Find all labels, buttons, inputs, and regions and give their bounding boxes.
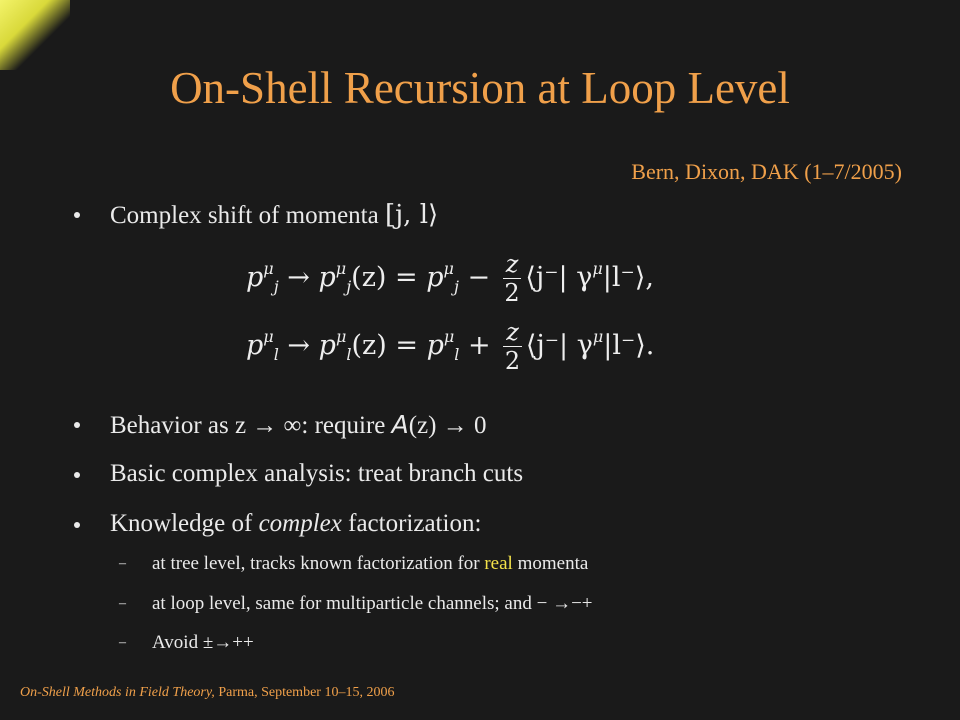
- citation: Bern, Dixon, DAK (1–7/2005): [631, 159, 902, 184]
- bullet-text: Complex shift of momenta: [110, 202, 385, 229]
- bullet-dot: [74, 472, 80, 478]
- bullet-factorization: Knowledge of complex factorization:: [74, 510, 481, 538]
- sub-bullet-tree-level: – at tree level, tracks known factorization for real momenta: [119, 553, 589, 574]
- corner-decoration: [0, 0, 70, 70]
- bullet-complex-shift: [74, 200, 438, 230]
- emphasis-complex: complex: [258, 510, 342, 537]
- highlight-real: real: [484, 553, 513, 574]
- bullet-dot: [74, 422, 80, 428]
- shift-notation: [j, l⟩: [384, 200, 439, 230]
- sub-bullet-avoid: – Avoid ±→++: [119, 632, 254, 653]
- bullet-complex-analysis: Basic complex analysis: treat branch cuts: [74, 460, 523, 488]
- amplitude-symbol: A: [391, 410, 409, 439]
- slide-title: On-Shell Recursion at Loop Level: [170, 63, 790, 113]
- equation-pj: $p^\mu_j \to p^\mu_j(z) = p^\mu_j$ − $\frac{z}{2}$ ⟨j⁻| $\gamma^\mu|l^-⟩$,: [246, 250, 654, 307]
- fraction-z-over-2: $\frac{z}{2}$: [504, 318, 521, 375]
- bullet-dot: [74, 522, 80, 528]
- sub-bullet-loop-level: – at loop level, same for multiparticle channels; and − →−+: [119, 593, 593, 614]
- equation-pl: $p^\mu_l \to p^\mu_l(z) = p^\mu_l$ + $\frac{z}{2}$ ⟨j⁻| $\gamma^\mu|l^-⟩$.: [246, 318, 655, 375]
- fraction-z-over-2: $\frac{z}{2}$: [504, 250, 520, 307]
- bullet-behavior: Behavior as z → ∞: require A(z) → 0: [74, 410, 486, 440]
- bullet-dot: [74, 212, 80, 218]
- slide-footer: On-Shell Methods in Field Theory, Parma, September 10–15, 2006: [20, 685, 395, 700]
